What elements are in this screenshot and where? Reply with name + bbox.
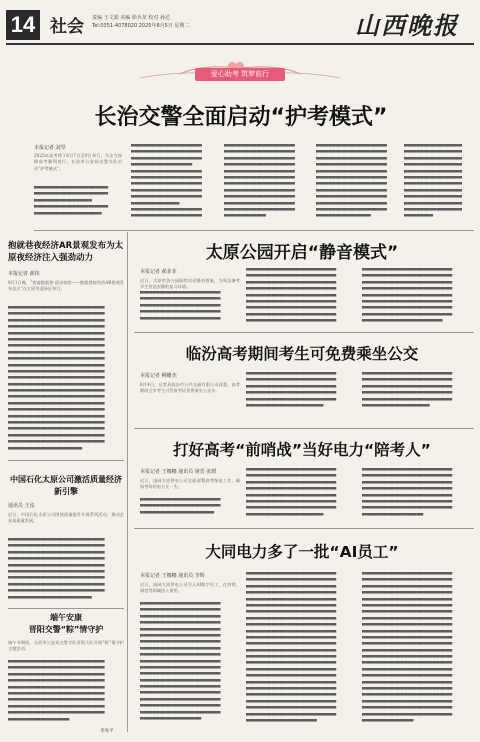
body-a5-col2: ▀▀▀▀▀▀▀▀▀▀▀▀▀▀▀▀▀▀▀▀▀▀▀▀▀▀▀▀ ▀▀▀▀▀▀▀▀▀▀▀▀▀▀▀▀▀▀▀▀▀▀▀▀▀▀▀▀ ▀▀▀▀▀▀▀▀▀▀▀▀▀▀▀▀▀▀▀▀▀▀▀▀▀▀▀▀ ▀▀▀▀▀▀▀▀▀▀▀▀▀▀▀▀▀▀▀▀▀▀▀▀▀▀▀▀ ▀▀▀▀▀▀▀▀▀▀▀▀▀▀▀▀▀▀▀▀▀▀▀▀▀▀▀▀ ▀▀▀▀▀▀▀▀▀▀▀▀▀▀▀▀▀▀▀▀▀▀▀▀▀▀▀▀ ▀▀▀▀▀▀▀▀▀▀▀▀▀▀▀▀▀▀▀▀▀▀▀▀▀▀▀▀ ▀▀▀▀▀▀▀▀▀▀▀▀▀▀▀▀▀▀▀▀▀▀▀▀ [246,468,337,518]
banner [120,60,360,84]
divider-a5 [134,528,474,529]
divider-a1 [34,230,474,231]
page-number: 14 [6,10,40,40]
masthead [0,0,480,46]
headline-a7: 大同电力多了一批“AI员工” [205,543,399,561]
body-a5-col1: ▀▀▀▀▀▀▀▀▀▀▀▀▀▀▀▀▀▀▀▀▀▀▀▀▀ ▀▀▀▀▀▀▀▀▀▀▀▀▀▀▀▀▀▀▀▀▀▀▀▀▀ ▀▀▀▀▀▀▀▀▀▀▀▀▀▀▀▀▀▀▀▀▀▀▀ [140,498,221,516]
byline-a6: 通讯员 王泓 [8,503,35,509]
body-a7-col1: ▀▀▀▀▀▀▀▀▀▀▀▀▀▀▀▀▀▀▀▀▀▀▀▀▀ ▀▀▀▀▀▀▀▀▀▀▀▀▀▀▀▀▀▀▀▀▀▀▀▀▀ ▀▀▀▀▀▀▀▀▀▀▀▀▀▀▀▀▀▀▀▀▀▀▀▀▀ ▀▀▀▀▀▀▀▀▀▀▀▀▀▀▀▀▀▀▀▀▀▀▀▀▀ ▀▀▀▀▀▀▀▀▀▀▀▀▀▀▀▀▀▀▀▀▀▀▀▀▀ ▀▀▀▀▀▀▀▀▀▀▀▀▀▀▀▀▀▀▀▀▀▀▀▀▀ ▀▀▀▀▀▀▀▀▀▀▀▀▀▀▀▀▀▀▀▀▀▀▀▀▀ ▀▀▀▀▀▀▀▀▀▀▀▀▀▀▀▀▀▀▀▀▀▀▀▀▀ ▀▀▀▀▀▀▀▀▀▀▀▀▀▀▀▀▀▀▀▀▀▀▀▀▀ ▀▀▀▀▀▀▀▀▀▀▀▀▀▀▀▀▀▀▀▀▀▀▀▀▀ ▀▀▀▀▀▀▀▀▀▀▀▀▀▀▀▀▀▀▀▀▀▀▀▀▀ ▀▀▀▀▀▀▀▀▀▀▀▀▀▀▀▀▀▀▀▀▀▀▀▀▀ ▀▀▀▀▀▀▀▀▀▀▀▀▀▀▀▀▀▀▀▀▀▀▀▀▀ ▀▀▀▀▀▀▀▀▀▀▀▀▀▀▀▀▀▀▀▀▀▀▀▀▀ ▀▀▀▀▀▀▀▀▀▀▀▀▀▀▀▀▀▀▀▀▀▀▀▀▀ ▀▀▀▀▀▀▀▀▀▀▀▀▀▀▀▀▀▀▀▀▀▀▀▀▀ ▀▀▀▀▀▀▀▀▀▀▀▀▀▀▀▀▀▀▀▀▀▀▀▀▀ ▀▀▀▀▀▀▀▀▀▀▀▀▀▀▀▀▀▀▀▀▀▀▀▀▀ ▀▀▀▀▀▀▀▀▀▀▀▀▀▀▀▀▀▀▀ [140,602,221,723]
byline-a3: 本报记者 郝菲菲 [140,269,177,275]
byline-a8: 李凤平 [100,729,114,734]
body-a1-col2: ▀▀▀▀▀▀▀▀▀▀▀▀▀▀▀▀▀▀▀▀▀▀ ▀▀▀▀▀▀▀▀▀▀▀▀▀▀▀▀▀▀▀▀▀▀ ▀▀▀▀▀▀▀▀▀▀▀▀▀▀▀▀▀▀▀▀▀▀ ▀▀▀▀▀▀▀▀▀▀▀▀▀▀▀▀▀▀▀ ▀▀▀▀▀▀▀▀▀▀▀▀▀▀▀▀▀▀▀▀▀▀ ▀▀▀▀▀▀▀▀▀▀▀▀▀▀▀▀▀▀▀▀▀▀ ▀▀▀▀▀▀▀▀▀▀▀▀▀▀▀▀▀▀▀▀▀▀ ▀▀▀▀▀▀▀▀▀▀▀▀▀▀▀▀▀▀▀▀▀▀ ▀▀▀▀▀▀▀▀▀▀▀▀▀▀▀▀▀▀▀▀▀▀ ▀▀▀▀▀▀▀▀▀▀▀▀▀▀▀ ▀▀▀▀▀▀▀▀▀▀▀▀▀▀▀▀▀▀▀▀▀▀ ▀▀▀▀▀▀▀▀▀▀▀▀▀▀▀▀▀▀▀▀▀▀ [131,144,202,220]
body-a3-col1: ▀▀▀▀▀▀▀▀▀▀▀▀▀▀▀▀▀▀▀▀▀▀▀▀▀ ▀▀▀▀▀▀▀▀▀▀▀▀▀▀▀▀▀▀▀▀▀▀▀▀▀ ▀▀▀▀▀▀▀▀▀▀▀▀▀▀▀▀▀▀▀▀▀▀▀▀▀ ▀▀▀▀▀▀▀▀▀▀▀▀▀▀▀▀▀▀▀▀▀▀▀▀▀ ▀▀▀▀▀▀▀▀▀▀▀▀▀▀▀▀▀▀▀▀▀▀▀▀▀ [140,291,221,322]
headline-a8: 端午安康 [50,613,82,622]
banner-text: 爱心助考 筑梦前行 [195,68,285,81]
body-a8: ▀▀▀▀▀▀▀▀▀▀▀▀▀▀▀▀▀▀▀▀▀▀▀▀▀▀▀▀▀▀ ▀▀▀▀▀▀▀▀▀▀▀▀▀▀▀▀▀▀▀▀▀▀▀▀▀▀▀▀▀▀ ▀▀▀▀▀▀▀▀▀▀▀▀▀▀▀▀▀▀▀▀▀▀▀▀▀▀▀▀▀▀ ▀▀▀▀▀▀▀▀▀▀▀▀▀▀▀▀▀▀▀▀▀▀▀▀▀▀▀▀▀▀ ▀▀▀▀▀▀▀▀▀▀▀▀▀▀▀▀▀▀▀▀▀▀▀▀▀▀▀▀▀▀ ▀▀▀▀▀▀▀▀▀▀▀▀▀▀▀▀▀▀▀▀▀▀▀▀▀▀▀▀▀▀ ▀▀▀▀▀▀▀▀▀▀▀▀▀▀▀▀▀▀▀▀▀▀▀▀▀▀▀▀▀▀ ▀▀▀▀▀▀▀▀▀▀▀▀▀▀▀▀▀▀▀▀▀▀▀▀▀▀▀▀▀▀ ▀▀▀▀▀▀▀▀▀▀▀▀▀▀▀▀▀▀▀▀▀▀▀▀▀▀▀▀▀▀ ▀▀▀▀▀▀▀▀▀▀▀▀▀▀▀▀▀▀▀ [8,660,105,723]
body-a4-col2: ▀▀▀▀▀▀▀▀▀▀▀▀▀▀▀▀▀▀▀▀▀▀▀▀▀▀▀▀ ▀▀▀▀▀▀▀▀▀▀▀▀▀▀▀▀▀▀▀▀▀▀▀▀▀▀▀▀ ▀▀▀▀▀▀▀▀▀▀▀▀▀▀▀▀▀▀▀▀▀▀▀▀▀▀▀▀ ▀▀▀▀▀▀▀▀▀▀▀▀▀▀▀▀▀▀▀▀▀▀▀▀▀▀▀▀ ▀▀▀▀▀▀▀▀▀▀▀▀▀▀▀▀▀▀▀▀▀▀▀▀▀▀▀▀ ▀▀▀▀▀▀▀▀▀▀▀▀▀▀▀▀▀▀▀▀▀▀▀▀ [246,372,337,409]
body-a1-lead: 2025年高考将于6月7日至9日举行，为全力保障高考顺利进行，长治市公安局交警支队启动“护考模式”。 [34,153,122,171]
divider-a3 [134,332,474,333]
headline-a2-text: 抱就巷夜经济AR景观发布为太原夜经济注入强劲动力 [8,241,124,263]
byline-a1: 本报记者 刘琴 [34,145,66,151]
body-a2: ▀▀▀▀▀▀▀▀▀▀▀▀▀▀▀▀▀▀▀▀▀▀▀▀▀▀▀▀▀▀ ▀▀▀▀▀▀▀▀▀▀▀▀▀▀▀▀▀▀▀▀▀▀▀▀▀▀▀▀▀▀ ▀▀▀▀▀▀▀▀▀▀▀▀▀▀▀▀▀▀▀▀▀▀▀▀▀▀▀▀▀▀ ▀▀▀▀▀▀▀▀▀▀▀▀▀▀▀▀▀▀▀▀▀▀▀▀▀▀▀▀▀▀ ▀▀▀▀▀▀▀▀▀▀▀▀▀▀▀▀▀▀▀▀▀▀▀▀▀▀▀▀▀▀ ▀▀▀▀▀▀▀▀▀▀▀▀▀▀▀▀▀▀▀▀▀▀▀▀▀▀▀▀▀▀ ▀▀▀▀▀▀▀▀▀▀▀▀▀▀▀▀▀▀▀▀▀▀▀▀▀▀▀▀▀▀ ▀▀▀▀▀▀▀▀▀▀▀▀▀▀▀▀▀▀▀▀▀▀▀▀▀▀▀▀▀▀ ▀▀▀▀▀▀▀▀▀▀▀▀▀▀▀▀▀▀▀▀▀▀▀▀▀▀▀▀▀▀ ▀▀▀▀▀▀▀▀▀▀▀▀▀▀▀▀▀▀▀▀▀▀▀▀▀▀▀▀▀▀ ▀▀▀▀▀▀▀▀▀▀▀▀▀▀▀▀▀▀▀▀▀▀▀▀▀▀▀▀▀▀ ▀▀▀▀▀▀▀▀▀▀▀▀▀▀▀▀▀▀▀▀▀▀▀▀▀▀▀▀▀▀ ▀▀▀▀▀▀▀▀▀▀▀▀▀▀▀▀▀▀▀▀▀▀▀▀▀▀▀▀▀▀ ▀▀▀▀▀▀▀▀▀▀▀▀▀▀▀▀▀▀▀▀▀▀▀▀▀▀▀▀▀▀ ▀▀▀▀▀▀▀▀▀▀▀▀▀▀▀▀▀▀▀▀▀▀▀▀▀▀▀▀▀▀ ▀▀▀▀▀▀▀▀▀▀▀▀▀▀▀▀▀▀▀▀▀▀▀▀▀▀▀▀▀▀ ▀▀▀▀▀▀▀▀▀▀▀▀▀▀▀▀▀▀▀▀▀▀▀▀▀▀▀▀▀▀ ▀▀▀▀▀▀▀▀▀▀▀▀▀▀▀▀▀▀▀▀▀▀▀▀▀▀▀▀▀▀ ▀▀▀▀▀▀▀▀▀▀▀▀▀▀▀▀▀▀▀▀▀▀▀▀▀▀▀▀▀▀ ▀▀▀▀▀▀▀▀▀▀▀▀▀▀▀▀▀▀▀▀▀▀▀▀▀▀▀▀▀▀ ▀▀▀▀▀▀▀▀▀▀▀▀▀▀▀▀▀▀▀▀▀▀▀▀▀▀▀▀▀▀ ▀▀▀▀▀▀▀▀▀▀▀▀▀▀▀▀▀▀▀▀▀▀▀▀▀▀▀▀▀▀ ▀▀▀▀▀▀▀▀▀▀▀▀▀▀▀▀▀▀▀▀▀▀▀ [8,306,105,452]
section-title: 社会 [50,17,84,37]
byline-a4: 本报记者 柳姗杰 [140,373,177,379]
subhead-a8: 晋阳交警“粽”情守护 [28,625,104,634]
headline-a6-text: 中国石化太原公司激活质量经济新引擎 [10,475,122,496]
headline-a4: 临汾高考期间考生可免费乘坐公交 [185,345,419,363]
body-a6: ▀▀▀▀▀▀▀▀▀▀▀▀▀▀▀▀▀▀▀▀▀▀▀▀▀▀▀▀▀▀ ▀▀▀▀▀▀▀▀▀▀▀▀▀▀▀▀▀▀▀▀▀▀▀▀▀▀▀▀▀▀ ▀▀▀▀▀▀▀▀▀▀▀▀▀▀▀▀▀▀▀▀▀▀▀▀▀▀▀▀▀▀ ▀▀▀▀▀▀▀▀▀▀▀▀▀▀▀▀▀▀▀▀▀▀▀▀▀▀▀▀▀▀ ▀▀▀▀▀▀▀▀▀▀▀▀▀▀▀▀▀▀▀▀▀▀▀▀▀▀▀▀▀▀ ▀▀▀▀▀▀▀▀▀▀▀▀▀▀▀▀▀▀▀▀▀▀▀▀▀▀▀▀▀▀ ▀▀▀▀▀▀▀▀▀▀▀▀▀▀▀▀▀▀▀▀▀▀▀▀▀▀▀▀▀▀ ▀▀▀▀▀▀▀▀▀▀▀▀▀▀▀▀▀▀▀▀▀▀▀▀▀▀▀▀▀▀ ▀▀▀▀▀▀▀▀▀▀▀▀▀▀▀▀▀▀▀▀▀▀▀▀▀▀▀▀▀▀ ▀▀▀▀▀▀▀▀▀▀▀▀▀▀▀▀▀▀▀▀▀▀▀▀▀▀ [8,538,105,601]
divider-a6 [8,608,124,609]
body-a7-lead: 近日，国网大同供电公司引入AI数字员工，在营销、调度等领域投入使用。 [140,582,240,594]
body-a4-col3: ▀▀▀▀▀▀▀▀▀▀▀▀▀▀▀▀▀▀▀▀▀▀▀▀▀▀▀▀ ▀▀▀▀▀▀▀▀▀▀▀▀▀▀▀▀▀▀▀▀▀▀▀▀▀▀▀▀ ▀▀▀▀▀▀▀▀▀▀▀▀▀▀▀▀▀▀▀▀▀▀▀▀▀▀▀▀ ▀▀▀▀▀▀▀▀▀▀▀▀▀▀▀▀▀▀▀▀▀▀▀▀▀▀▀▀ ▀▀▀▀▀▀▀▀▀▀▀▀▀▀▀▀▀▀▀▀▀▀▀▀▀▀▀▀ ▀▀▀▀▀▀▀▀▀▀▀▀▀▀▀▀▀▀▀▀▀ [362,372,453,409]
body-a6-lead: 近日，中国石化太原公司围绕质量提升开展系列活动，推动企业高质量发展。 [8,512,124,524]
staff-line-1: 责编 王文娟 美编 徐兵龙 校对 孙达 [92,15,170,21]
headline-a1: 长治交警全面启动“护考模式” [94,105,388,130]
headline-a2 [8,240,124,264]
body-a3-col2: ▀▀▀▀▀▀▀▀▀▀▀▀▀▀▀▀▀▀▀▀▀▀▀▀▀▀▀▀ ▀▀▀▀▀▀▀▀▀▀▀▀▀▀▀▀▀▀▀▀▀▀▀▀▀▀▀▀ ▀▀▀▀▀▀▀▀▀▀▀▀▀▀▀▀▀▀▀▀▀▀▀▀▀▀▀▀ ▀▀▀▀▀▀▀▀▀▀▀▀▀▀▀▀▀▀▀▀▀▀▀▀▀▀▀▀ ▀▀▀▀▀▀▀▀▀▀▀▀▀▀▀▀▀▀▀▀▀▀▀▀▀▀▀▀ ▀▀▀▀▀▀▀▀▀▀▀▀▀▀▀▀▀▀▀▀▀▀▀▀▀▀▀▀ ▀▀▀▀▀▀▀▀▀▀▀▀▀▀▀▀▀▀▀▀▀▀▀▀▀▀▀▀ ▀▀▀▀▀▀▀▀▀▀▀▀▀▀▀▀▀▀▀▀▀▀▀▀▀▀▀▀ ▀▀▀▀▀▀▀▀▀▀▀▀▀▀▀▀▀▀▀▀▀▀▀▀▀▀▀▀ [246,268,337,325]
body-a8-lead: 端午节期间，太原市公安局交警支队晋阳大队开展“粽”情守护主题活动。 [8,640,124,652]
body-a1-col4: ▀▀▀▀▀▀▀▀▀▀▀▀▀▀▀▀▀▀▀▀▀▀ ▀▀▀▀▀▀▀▀▀▀▀▀▀▀▀▀▀▀▀▀▀▀ ▀▀▀▀▀▀▀▀▀▀▀▀▀▀▀▀▀▀▀▀▀▀ ▀▀▀▀▀▀▀▀▀▀▀▀▀▀▀▀▀▀▀▀▀▀ ▀▀▀▀▀▀▀▀▀▀▀▀▀▀▀▀▀▀▀▀▀▀ ▀▀▀▀▀▀▀▀▀▀▀▀▀▀▀▀▀▀▀▀▀▀ ▀▀▀▀▀▀▀▀▀▀▀▀▀▀▀▀▀▀▀▀▀▀ ▀▀▀▀▀▀▀▀▀▀▀▀▀▀▀▀▀▀▀▀▀▀ ▀▀▀▀▀▀▀▀▀▀▀▀▀▀▀▀▀▀▀▀▀▀ ▀▀▀▀▀▀▀▀▀▀▀▀▀▀▀▀▀▀▀▀▀▀ ▀▀▀▀▀▀▀▀▀▀▀▀▀▀▀▀▀▀▀▀▀▀ ▀▀▀▀▀▀▀▀▀▀▀▀▀▀▀▀▀ [316,144,387,220]
body-a7-col2: ▀▀▀▀▀▀▀▀▀▀▀▀▀▀▀▀▀▀▀▀▀▀▀▀▀▀▀▀ ▀▀▀▀▀▀▀▀▀▀▀▀▀▀▀▀▀▀▀▀▀▀▀▀▀▀▀▀ ▀▀▀▀▀▀▀▀▀▀▀▀▀▀▀▀▀▀▀▀▀▀▀▀▀▀▀▀ ▀▀▀▀▀▀▀▀▀▀▀▀▀▀▀▀▀▀▀▀▀▀▀▀▀▀▀▀ ▀▀▀▀▀▀▀▀▀▀▀▀▀▀▀▀▀▀▀▀▀▀▀▀▀▀▀▀ ▀▀▀▀▀▀▀▀▀▀▀▀▀▀▀▀▀▀▀▀▀▀▀▀▀▀▀▀ ▀▀▀▀▀▀▀▀▀▀▀▀▀▀▀▀▀▀▀▀▀▀▀▀▀▀▀▀ ▀▀▀▀▀▀▀▀▀▀▀▀▀▀▀▀▀▀▀▀▀▀▀▀▀▀▀▀ ▀▀▀▀▀▀▀▀▀▀▀▀▀▀▀▀▀▀▀▀▀▀▀▀▀▀▀▀ ▀▀▀▀▀▀▀▀▀▀▀▀▀▀▀▀▀▀▀▀▀▀▀▀▀▀▀▀ ▀▀▀▀▀▀▀▀▀▀▀▀▀▀▀▀▀▀▀▀▀▀▀▀▀▀▀▀ ▀▀▀▀▀▀▀▀▀▀▀▀▀▀▀▀▀▀▀▀▀▀▀▀▀▀▀▀ ▀▀▀▀▀▀▀▀▀▀▀▀▀▀▀▀▀▀▀▀▀▀▀▀▀▀▀▀ ▀▀▀▀▀▀▀▀▀▀▀▀▀▀▀▀▀▀▀▀▀▀▀▀▀▀▀▀ ▀▀▀▀▀▀▀▀▀▀▀▀▀▀▀▀▀▀▀▀▀▀▀▀▀▀▀▀ ▀▀▀▀▀▀▀▀▀▀▀▀▀▀▀▀▀▀▀▀▀▀▀▀▀▀▀▀ ▀▀▀▀▀▀▀▀▀▀▀▀▀▀▀▀▀▀▀▀▀▀▀▀▀▀▀▀ ▀▀▀▀▀▀▀▀▀▀▀▀▀▀▀▀▀▀▀▀▀▀▀▀▀▀▀▀ ▀▀▀▀▀▀▀▀▀▀▀▀▀▀▀▀▀▀▀▀▀▀▀▀▀▀▀▀ ▀▀▀▀▀▀▀▀▀▀▀▀▀▀▀▀▀▀▀▀▀▀▀▀▀▀▀▀ ▀▀▀▀▀▀▀▀▀▀▀▀▀▀▀▀▀▀▀▀▀▀▀▀▀▀▀▀ ▀▀▀▀▀▀▀▀▀▀▀▀▀▀▀▀▀▀▀▀▀▀▀▀▀▀▀▀ ▀▀▀▀▀▀▀▀▀▀▀▀▀▀▀▀▀▀▀▀▀▀▀▀▀▀▀▀ ▀▀▀▀▀▀▀▀▀▀▀▀▀▀▀▀▀▀▀▀▀▀ [246,572,337,724]
body-a1-col3: ▀▀▀▀▀▀▀▀▀▀▀▀▀▀▀▀▀▀▀▀▀▀ ▀▀▀▀▀▀▀▀▀▀▀▀▀▀▀▀▀▀▀▀▀▀ ▀▀▀▀▀▀▀▀▀▀▀▀▀▀▀▀▀▀▀▀▀▀ ▀▀▀▀▀▀▀▀▀▀▀▀▀▀▀▀▀▀▀▀▀▀ ▀▀▀▀▀▀▀▀▀▀▀▀▀▀▀▀▀▀▀▀▀▀ ▀▀▀▀▀▀▀▀▀▀▀▀▀▀▀▀▀▀▀▀▀▀ ▀▀▀▀▀▀▀▀▀▀▀▀▀▀▀▀▀▀▀▀▀▀ ▀▀▀▀▀▀▀▀▀▀▀▀▀▀▀▀▀▀▀▀▀▀ ▀▀▀▀▀▀▀▀▀▀▀▀▀▀▀▀▀▀▀▀▀▀ ▀▀▀▀▀▀▀▀▀▀▀▀▀▀▀▀▀▀▀▀▀▀ ▀▀▀▀▀▀▀▀▀▀▀▀▀▀▀▀▀▀▀▀▀▀ ▀▀▀▀▀▀▀▀▀▀▀▀▀ [224,144,295,220]
headline-a3: 太原公园开启“静音模式” [205,243,399,263]
byline-a7: 本报记者 王娜娜 通讯员 李辉 [140,573,205,579]
body-a3-lead: 近日，太原市各公园陆续启动静音措施，为周边备考学生营造安静的复习环境。 [140,278,240,290]
masthead-rule [6,43,474,45]
divider-a4 [134,428,474,429]
body-a4-lead: 6月4日，记者从临汾市公共交通有限公司获悉，高考期间全市考生可凭准考证免费乘坐公交车。 [140,382,240,394]
paper-name-logo: 山西晚报 [355,11,459,40]
body-a3-col3: ▀▀▀▀▀▀▀▀▀▀▀▀▀▀▀▀▀▀▀▀▀▀▀▀▀▀▀▀ ▀▀▀▀▀▀▀▀▀▀▀▀▀▀▀▀▀▀▀▀▀▀▀▀▀▀▀▀ ▀▀▀▀▀▀▀▀▀▀▀▀▀▀▀▀▀▀▀▀▀▀▀▀▀▀▀▀ ▀▀▀▀▀▀▀▀▀▀▀▀▀▀▀▀▀▀▀▀▀▀▀▀▀▀▀▀ ▀▀▀▀▀▀▀▀▀▀▀▀▀▀▀▀▀▀▀▀▀▀▀▀▀▀▀▀ ▀▀▀▀▀▀▀▀▀▀▀▀▀▀▀▀▀▀▀▀▀▀▀▀▀▀▀▀ ▀▀▀▀▀▀▀▀▀▀▀▀▀▀▀▀▀▀▀▀▀▀▀▀▀▀▀▀ ▀▀▀▀▀▀▀▀▀▀▀▀▀▀▀▀▀▀▀▀▀▀▀▀▀▀▀▀ ▀▀▀▀▀▀▀▀▀▀▀▀▀▀▀▀▀▀▀▀▀▀▀▀▀ [362,268,453,325]
body-a5-lead: 近日，国网太原供电公司全面部署高考保电工作，确保考场用电万无一失。 [140,478,240,490]
divider-a2 [8,460,124,461]
body-a1-col5: ▀▀▀▀▀▀▀▀▀▀▀▀▀▀▀▀▀▀ ▀▀▀▀▀▀▀▀▀▀▀▀▀▀▀▀▀▀ ▀▀▀▀▀▀▀▀▀▀▀▀▀▀▀▀▀▀ ▀▀▀▀▀▀▀▀▀▀▀▀▀▀▀▀▀▀ ▀▀▀▀▀▀▀▀▀▀▀▀▀▀▀▀▀▀ ▀▀▀▀▀▀▀▀▀▀▀▀▀▀▀▀▀▀ ▀▀▀▀▀▀▀▀▀▀▀▀▀▀▀▀▀▀ ▀▀▀▀▀▀▀▀▀▀▀▀▀▀▀▀▀▀ ▀▀▀▀▀▀▀▀▀▀▀▀▀▀▀▀▀▀ ▀▀▀▀▀▀▀▀▀▀▀▀▀▀▀▀▀▀ ▀▀▀▀▀▀▀▀▀▀▀▀▀▀▀▀▀▀ ▀▀▀▀▀▀▀▀▀ [404,144,462,220]
left-column-divider [127,232,128,732]
body-a7-col3: ▀▀▀▀▀▀▀▀▀▀▀▀▀▀▀▀▀▀▀▀▀▀▀▀▀▀▀▀ ▀▀▀▀▀▀▀▀▀▀▀▀▀▀▀▀▀▀▀▀▀▀▀▀▀▀▀▀ ▀▀▀▀▀▀▀▀▀▀▀▀▀▀▀▀▀▀▀▀▀▀▀▀▀▀▀▀ ▀▀▀▀▀▀▀▀▀▀▀▀▀▀▀▀▀▀▀▀▀▀▀▀▀▀▀▀ ▀▀▀▀▀▀▀▀▀▀▀▀▀▀▀▀▀▀▀▀▀▀▀▀▀▀▀▀ ▀▀▀▀▀▀▀▀▀▀▀▀▀▀▀▀▀▀▀▀▀▀▀▀▀▀▀▀ ▀▀▀▀▀▀▀▀▀▀▀▀▀▀▀▀▀▀▀▀▀▀▀▀▀▀▀▀ ▀▀▀▀▀▀▀▀▀▀▀▀▀▀▀▀▀▀▀▀▀▀▀▀▀▀▀▀ ▀▀▀▀▀▀▀▀▀▀▀▀▀▀▀▀▀▀▀▀▀▀▀▀▀▀▀▀ ▀▀▀▀▀▀▀▀▀▀▀▀▀▀▀▀▀▀▀▀▀▀▀▀▀▀▀▀ ▀▀▀▀▀▀▀▀▀▀▀▀▀▀▀▀▀▀▀▀▀▀▀▀▀▀▀▀ ▀▀▀▀▀▀▀▀▀▀▀▀▀▀▀▀▀▀▀▀▀▀▀▀▀▀▀▀ ▀▀▀▀▀▀▀▀▀▀▀▀▀▀▀▀▀▀▀▀▀▀▀▀▀▀▀▀ ▀▀▀▀▀▀▀▀▀▀▀▀▀▀▀▀▀▀▀▀▀▀▀▀▀▀▀▀ ▀▀▀▀▀▀▀▀▀▀▀▀▀▀▀▀▀▀▀▀▀▀▀▀▀▀▀▀ ▀▀▀▀▀▀▀▀▀▀▀▀▀▀▀▀▀▀▀▀▀▀▀▀▀▀▀▀ ▀▀▀▀▀▀▀▀▀▀▀▀▀▀▀▀▀▀▀▀▀▀▀▀▀▀▀▀ ▀▀▀▀▀▀▀▀▀▀▀▀▀▀▀▀▀▀▀▀▀▀▀▀▀▀▀▀ ▀▀▀▀▀▀▀▀▀▀▀▀▀▀▀▀▀▀▀▀▀▀▀▀▀▀▀▀ ▀▀▀▀▀▀▀▀▀▀▀▀▀▀▀▀▀▀▀▀▀▀▀▀▀▀▀▀ ▀▀▀▀▀▀▀▀▀▀▀▀▀▀▀▀▀▀▀▀▀▀▀▀▀▀▀▀ ▀▀▀▀▀▀▀▀▀▀▀▀▀▀▀▀▀▀▀▀▀▀▀▀▀▀▀▀ ▀▀▀▀▀▀▀▀▀▀▀▀▀▀▀▀▀▀▀▀▀▀▀▀▀▀▀▀ ▀▀▀▀▀▀▀▀▀▀▀▀▀▀▀▀ [362,572,453,724]
headline-a6 [8,474,124,498]
staff-line-2: Tel:0351-4078020 2025年8月5日 星期二 [92,23,190,29]
byline-a5: 本报记者 王娜娜 通讯员 屠晋 张媛 [140,469,217,475]
body-a5-col3: ▀▀▀▀▀▀▀▀▀▀▀▀▀▀▀▀▀▀▀▀▀▀▀▀▀▀▀▀ ▀▀▀▀▀▀▀▀▀▀▀▀▀▀▀▀▀▀▀▀▀▀▀▀▀▀▀▀ ▀▀▀▀▀▀▀▀▀▀▀▀▀▀▀▀▀▀▀▀▀▀▀▀▀▀▀▀ ▀▀▀▀▀▀▀▀▀▀▀▀▀▀▀▀▀▀▀▀▀▀▀▀▀▀▀▀ ▀▀▀▀▀▀▀▀▀▀▀▀▀▀▀▀▀▀▀▀▀▀▀▀▀▀▀▀ ▀▀▀▀▀▀▀▀▀▀▀▀▀▀▀▀▀▀▀▀▀▀▀▀▀▀▀▀ ▀▀▀▀▀▀▀▀▀▀▀▀▀▀▀▀▀▀▀▀▀▀▀▀▀▀▀▀ ▀▀▀▀▀▀▀▀▀▀▀▀▀▀▀▀▀▀▀ [362,468,453,518]
body-a1-col1: ▀▀▀▀▀▀▀▀▀▀▀▀▀▀▀▀▀▀▀▀▀▀▀ ▀▀▀▀▀▀▀▀▀▀▀▀▀▀▀▀▀▀▀▀▀▀▀ ▀▀▀▀▀▀▀▀▀▀▀▀▀▀▀▀▀▀ ▀▀▀▀▀▀▀▀▀▀▀▀▀▀▀▀▀▀▀▀▀▀▀ ▀▀▀▀▀▀▀▀▀▀▀▀▀▀▀▀▀▀▀▀▀ [34,186,109,217]
headline-a5: 打好高考“前哨战”当好电力“陪考人” [173,441,431,459]
byline-a2: 本报记者 郝伟 [8,271,40,277]
body-a2-lead: 8月1日晚，“夜宴抱就巷·迎泽夜韵——抱就巷夜经济AR景观发布仪式”在太原市迎泽区举行。 [8,280,124,292]
